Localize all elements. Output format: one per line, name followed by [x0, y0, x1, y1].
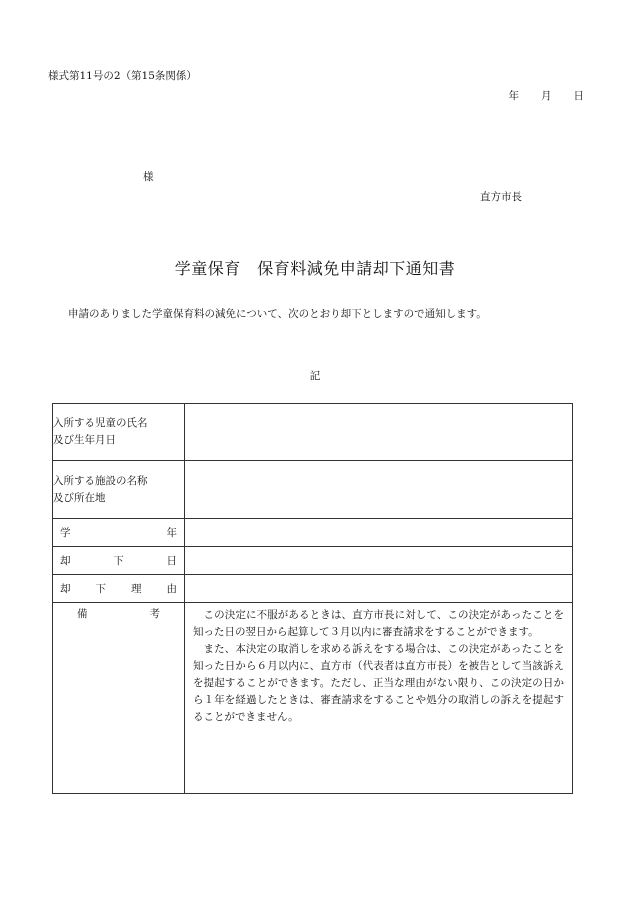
child-label-line1: 入所する児童の氏名 — [53, 417, 148, 429]
facility-label — [53, 461, 185, 519]
rejection-reason-value — [185, 575, 573, 603]
remarks-text — [185, 603, 573, 794]
remarks-label-char: 考 — [149, 608, 160, 620]
rejection-reason-label-char: 理 — [131, 583, 142, 595]
child-label-line2: 及び生年月日 — [53, 434, 116, 446]
remarks-paragraph-2: また、本決定の取消しを求める訴えをする場合は、この決定があったことを知った日から６月以内に、直方市（代表者は直方市長）を被告として当該訴えを提起することができます。ただし、正当な理由がない限り、この決定の日から１年を経過したときは、審査請求をすることや処分の取消しの訴えを提起することができません。 — [193, 643, 564, 723]
facility-label-line2: 及び所在地 — [53, 491, 106, 504]
form-number: 様式第11号の2（第15条関係） — [48, 70, 197, 82]
rejection-date-label-char: 下 — [113, 555, 124, 567]
table-row-rejection-reason — [53, 575, 573, 603]
facility-value — [185, 461, 573, 519]
child-label — [53, 404, 185, 461]
remarks-label-char: 備 — [77, 608, 88, 620]
rejection-date-value — [185, 547, 573, 575]
date-line — [509, 88, 585, 103]
rejection-reason-label-char: 由 — [166, 583, 177, 595]
grade-value — [185, 519, 573, 547]
document-title: 学童保育 保育料減免申請却下通知書 — [174, 259, 456, 278]
grade-label-char: 学 — [60, 527, 71, 539]
rejection-date-label-char: 却 — [60, 555, 71, 567]
date-year-label: 年 — [508, 90, 519, 102]
ki-heading: 記 — [309, 370, 321, 382]
rejection-reason-label-char: 却 — [60, 583, 71, 595]
table-row-facility — [53, 461, 573, 519]
table-row-child — [53, 404, 573, 461]
intro-text: 申請のありました学童保育料の減免について、次のとおり却下としますので通知します。 — [68, 308, 487, 320]
remarks-label — [53, 603, 185, 794]
issuer-name: 直方市長 — [480, 191, 522, 203]
recipient-honorific: 様 — [143, 171, 154, 183]
rejection-reason-label — [53, 575, 185, 603]
date-day-label: 日 — [573, 90, 584, 102]
table-row-rejection-date — [53, 547, 573, 575]
date-month-label: 月 — [541, 90, 552, 102]
rejection-reason-label-char: 下 — [95, 583, 106, 595]
child-value — [185, 404, 573, 461]
rejection-date-label-char: 日 — [166, 555, 177, 567]
record-table — [52, 403, 573, 794]
rejection-date-label — [53, 547, 185, 575]
table-row-remarks — [53, 603, 573, 794]
grade-label — [53, 519, 185, 547]
grade-label-char: 年 — [166, 527, 177, 539]
facility-label-line1: 入所する施設の名称 — [53, 474, 148, 487]
remarks-paragraph-1: この決定に不服があるときは、直方市長に対して、この決定があったことを知った日の翌日から起算して３月以内に審査請求をすることができます。 — [193, 609, 564, 638]
table-row-grade — [53, 519, 573, 547]
